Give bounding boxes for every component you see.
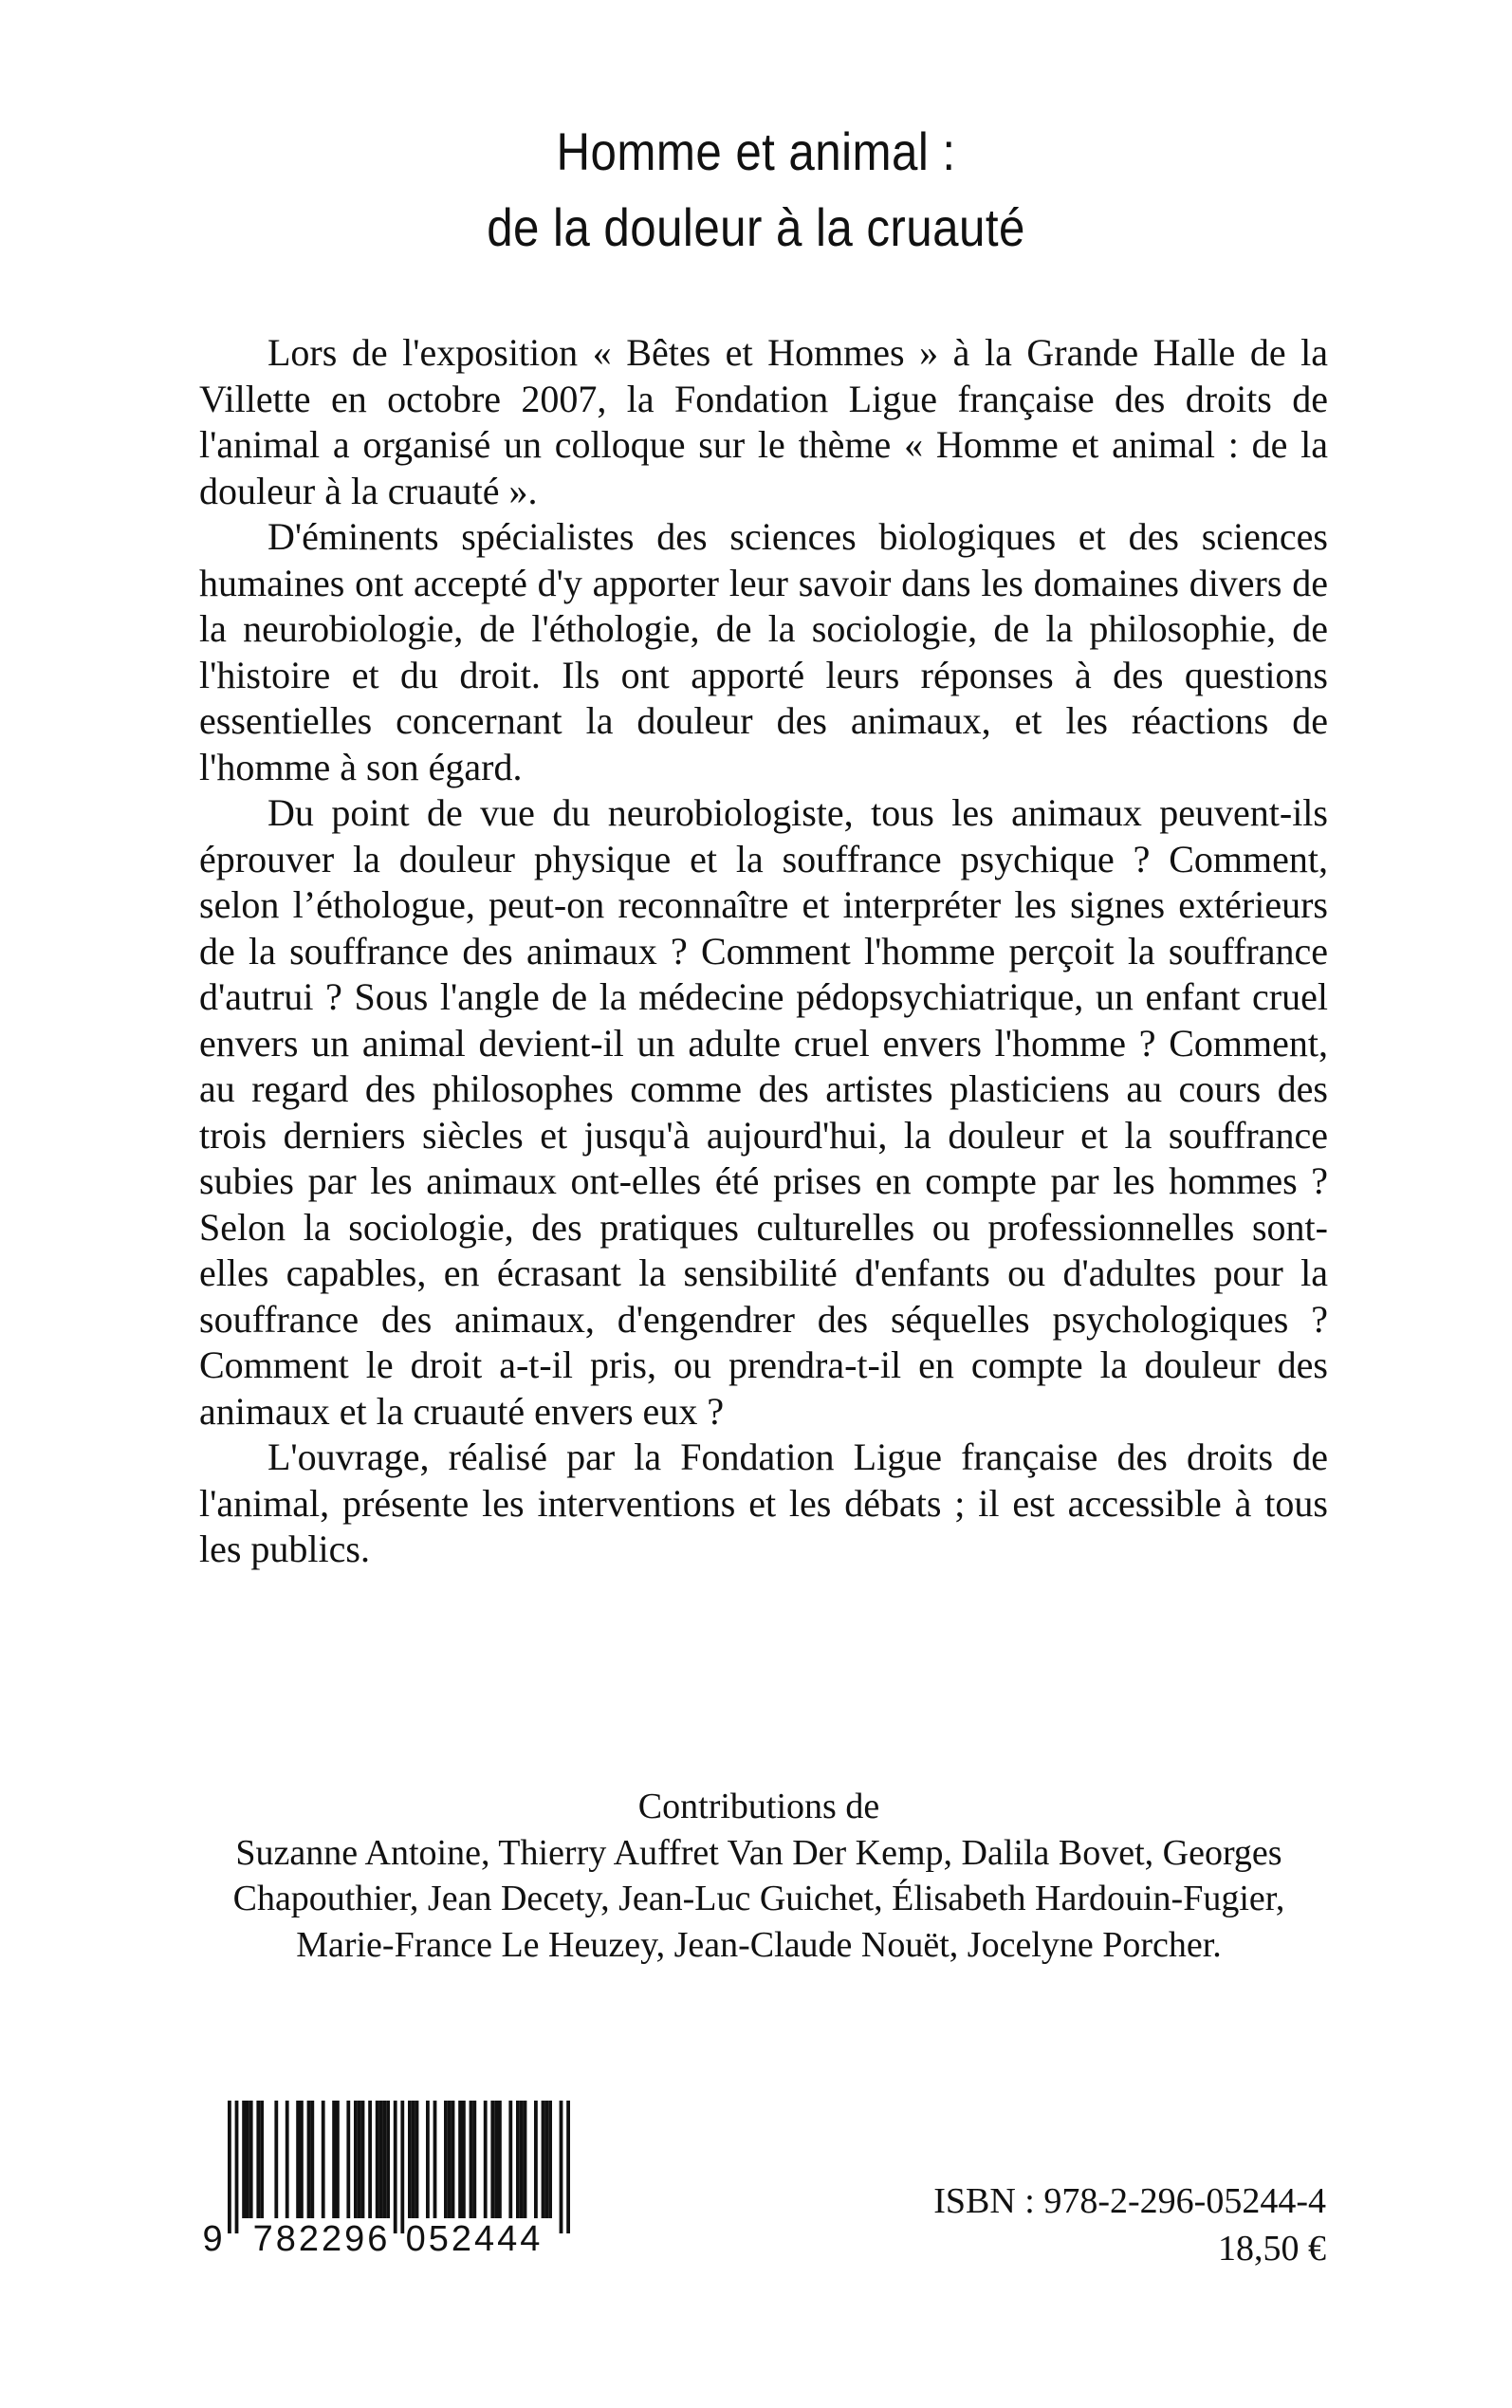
barcode-bar-6	[260, 2101, 264, 2218]
barcode-bar-7	[274, 2101, 278, 2218]
barcode-bar-9	[296, 2101, 300, 2218]
contributors-names: Suzanne Antoine, Thierry Auffret Van Der Kemp, Dalila Bovet, Georges Chapouthier, Jean Decety, Jean-Luc Guichet, Élisabeth Hardouin-Fugier, Marie-France Le Heuzey, Jean-Claude Nouët, Jocelyne Porcher.	[232, 1832, 1285, 1965]
barcode-bar-51	[560, 2101, 563, 2233]
barcode	[202, 2097, 586, 2259]
blurb-paragraph-1: Lors de l'exposition « Bêtes et Hommes » à la Grande Halle de la Villette en octobre 2007, la Fondation Ligue française des droits de l'animal a organisé un colloque sur le thème « Homme et animal : de la douleur à la cruauté ».	[199, 331, 1328, 512]
barcode-bar-29	[415, 2101, 419, 2218]
barcode-bar-33	[448, 2101, 452, 2218]
title-line-2: de la douleur à la cruauté	[487, 197, 1025, 257]
title-line-1: Homme et animal :	[556, 121, 956, 181]
barcode-bar-0	[228, 2101, 231, 2233]
barcode-bar-42	[498, 2101, 502, 2218]
barcode-bar-32	[444, 2101, 448, 2218]
contributors-label: Contributions de	[637, 1787, 880, 1826]
barcode-bar-41	[494, 2101, 498, 2218]
barcode-bar-15	[336, 2101, 340, 2218]
barcode-bar-5	[256, 2101, 260, 2218]
barcode-bar-18	[358, 2101, 361, 2218]
barcode-bar-26	[400, 2101, 404, 2233]
barcode-bar-35	[458, 2101, 462, 2218]
barcode-bar-46	[524, 2101, 527, 2218]
blurb-text	[199, 330, 1328, 1573]
barcode-bar-28	[412, 2101, 415, 2218]
isbn-block	[933, 2177, 1326, 2272]
barcode-bar-49	[544, 2101, 548, 2218]
price: 18,50 €	[1218, 2229, 1326, 2269]
barcode-bar-24	[386, 2101, 390, 2218]
isbn-number: ISBN : 978-2-296-05244-4	[933, 2181, 1326, 2221]
barcode-digits-left: 782296	[252, 2219, 391, 2259]
barcode-bar-8	[286, 2101, 289, 2218]
barcode-bar-16	[346, 2101, 350, 2218]
barcode-bar-2	[242, 2101, 246, 2218]
barcode-bar-31	[433, 2101, 437, 2218]
barcode-bar-14	[332, 2101, 336, 2218]
barcode-bar-48	[542, 2101, 545, 2218]
blurb-paragraph-2: D'éminents spécialistes des sciences biologiques et des sciences humaines ont accepté d'y apporter leur savoir dans les domaines divers de la neurobiologie, de l'éthologie, de la sociologie, de la philosophie, de l'histoire et du droit. Ils ont apporté leurs réponses à des questions essentielles concernant la douleur des animaux, et les réactions de l'homme à son égard.	[199, 515, 1328, 788]
barcode-bar-11	[307, 2101, 311, 2218]
barcode-digits-right: 052444	[405, 2219, 544, 2259]
blurb-paragraph-3: Du point de vue du neurobiologiste, tous les animaux peuvent-ils éprouver la douleur physique et la souffrance psychique ? Comment, selon l’éthologue, peut-on reconnaître et interpréter les signes extérieurs de la souffrance des animaux ? Comment l'homme perçoit la souffrance d'autrui ? Sous l'angle de la médecine pédopsychiatrique, un enfant cruel envers un animal devient-il un adulte cruel envers l'homme ? Comment, au regard des philosophes comme des artistes plasticiens au cours des trois derniers siècles et jusqu'à aujourd'hui, la douleur et la souffrance subies par les animaux ont-elles été prises en compte par les hommes ? Selon la sociologie, des pratiques culturelles ou professionnelles sont-elles capables, en écrasant la sensibilité d'enfants ou d'adultes pour la souffrance des animaux, d'engendrer des séquelles psychologiques ? Comment le droit a-t-il pris, ou prendra-t-il en compte la douleur des animaux et la cruauté envers eux ?	[199, 791, 1328, 1433]
barcode-bar-13	[322, 2101, 325, 2218]
barcode-bar-27	[408, 2101, 412, 2218]
barcode-bar-30	[426, 2101, 430, 2218]
barcode-bar-19	[361, 2101, 365, 2218]
barcode-graphic	[202, 2097, 586, 2259]
barcode-bar-34	[452, 2101, 455, 2218]
barcode-bars	[228, 2101, 570, 2233]
barcode-bar-23	[382, 2101, 386, 2218]
contributors-block	[190, 1784, 1328, 1968]
book-title	[91, 114, 1422, 266]
barcode-bar-4	[249, 2101, 253, 2218]
barcode-bar-21	[376, 2101, 379, 2218]
barcode-bar-36	[462, 2101, 466, 2218]
barcode-bar-22	[379, 2101, 383, 2218]
barcode-bar-3	[246, 2101, 249, 2218]
barcode-bar-12	[310, 2101, 314, 2218]
barcode-bar-43	[508, 2101, 512, 2218]
barcode-bar-44	[516, 2101, 520, 2218]
barcode-bar-20	[368, 2101, 372, 2218]
barcode-bar-52	[566, 2101, 570, 2233]
barcode-bar-1	[235, 2101, 239, 2233]
barcode-bar-17	[354, 2101, 358, 2218]
barcode-bar-38	[472, 2101, 476, 2218]
barcode-bar-45	[520, 2101, 524, 2218]
barcode-bar-37	[470, 2101, 473, 2218]
barcode-digit-first: 9	[202, 2219, 223, 2259]
barcode-bar-39	[484, 2101, 488, 2218]
blurb-paragraph-4: L'ouvrage, réalisé par la Fondation Ligue française des droits de l'animal, présente les interventions et les débats ; il est accessible à tous les publics.	[199, 1436, 1328, 1570]
barcode-bar-50	[548, 2101, 552, 2218]
barcode-bar-47	[534, 2101, 538, 2218]
barcode-bar-10	[300, 2101, 304, 2218]
barcode-bar-40	[490, 2101, 494, 2218]
barcode-bar-25	[394, 2101, 397, 2233]
